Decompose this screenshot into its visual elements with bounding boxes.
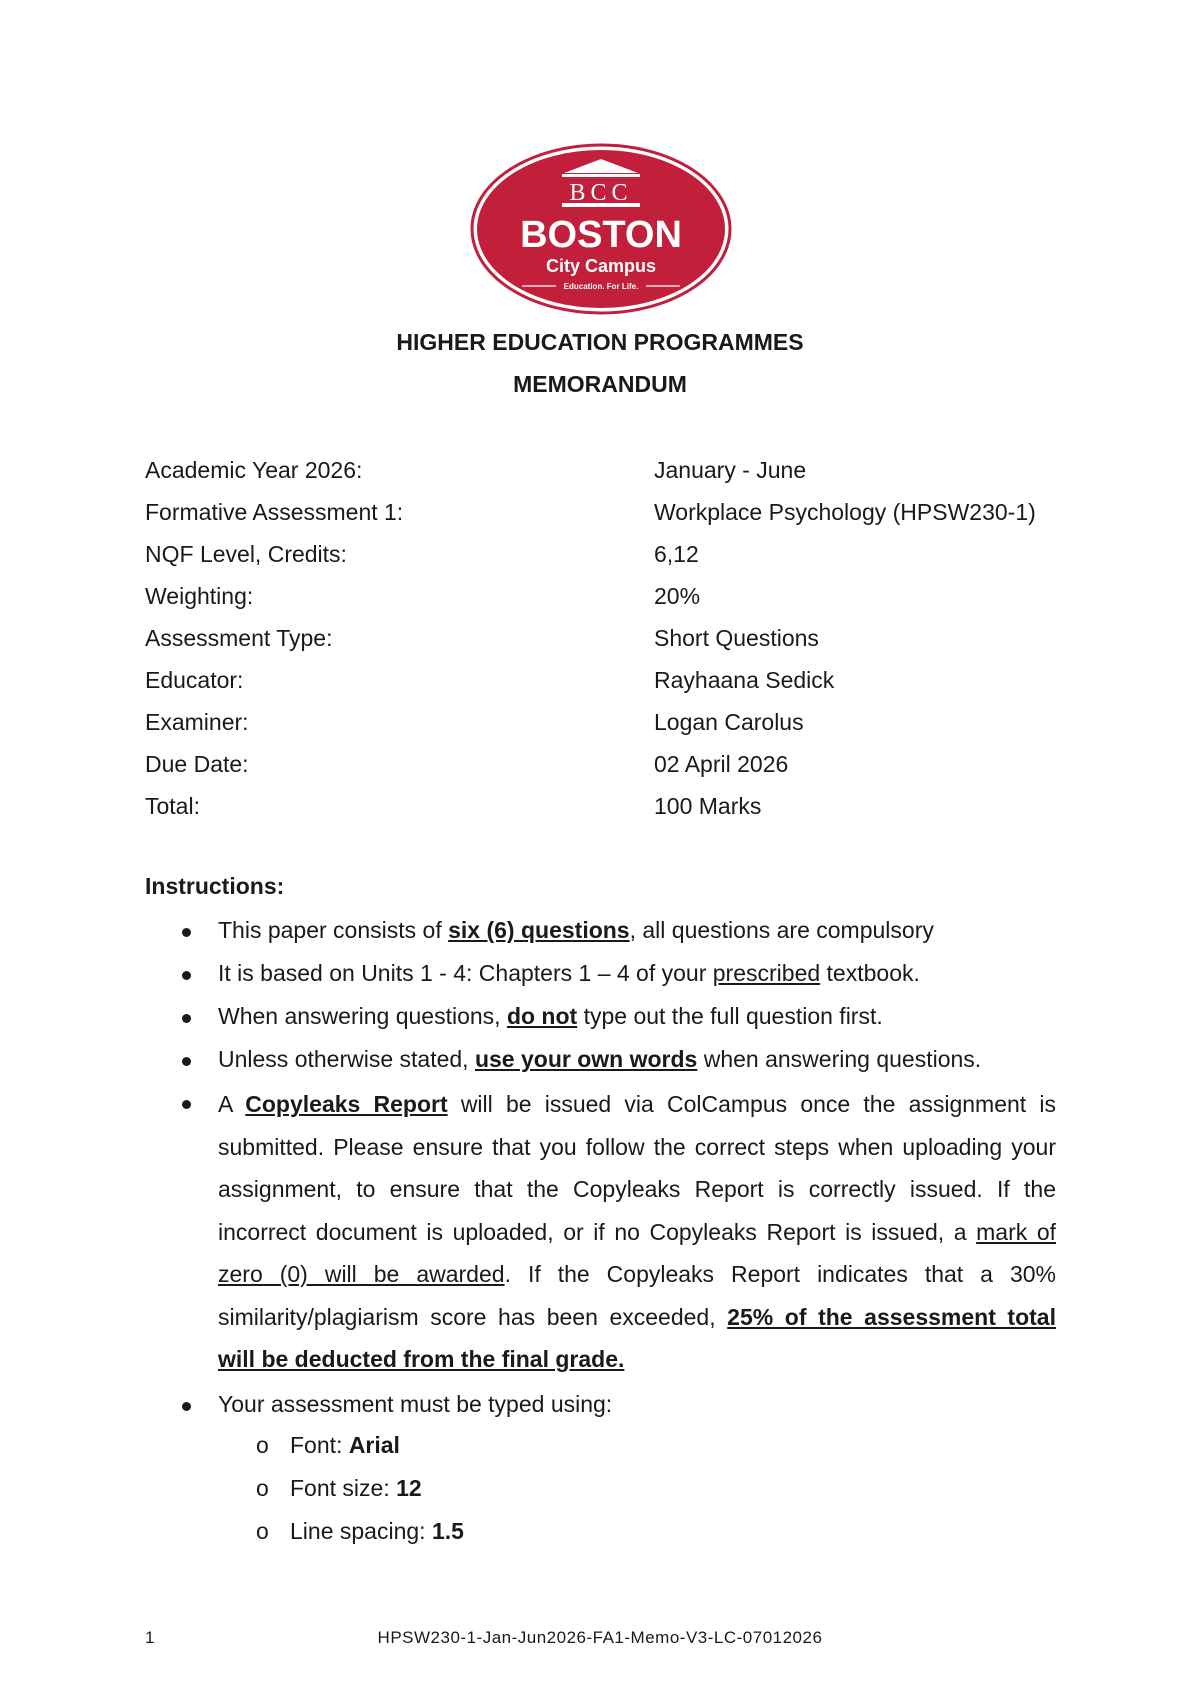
bullet-dot [182,971,191,980]
sub-bullet-marker: o [256,1475,269,1501]
bullet-dot [182,1100,191,1109]
emphasis-deduction: will be deducted from the final grade. [218,1346,625,1372]
logo-sub-text: City Campus [545,256,657,276]
info-label: Formative Assessment 1: [145,499,404,525]
info-label: Examiner: [145,709,249,735]
info-value: Short Questions [654,625,819,651]
format-line-spacing: o Line spacing: 1.5 [256,1518,464,1544]
info-value: Rayhaana Sedick [654,667,835,693]
emphasis-six-questions: six (6) questions [448,917,630,943]
info-value: 20% [654,583,701,609]
info-row-nqf-level [145,541,1065,571]
info-row-total [145,793,1065,823]
bullet-dot [182,1402,191,1411]
info-label: Educator: [145,667,244,693]
instruction-bullet-1: This paper consists of six (6) questions, all questions are compulsory [218,917,934,944]
info-row-due-date [145,751,1065,781]
logo-name-text: BOSTON [520,214,682,256]
logo-bcc-text: BCC [569,180,633,206]
boston-city-campus-logo [470,143,732,315]
format-font-size: o Font size: 12 [256,1475,422,1501]
info-label: Due Date: [145,751,249,777]
emphasis-prescribed: prescribed [712,960,821,986]
info-value: 100 Marks [654,793,762,819]
info-label: Assessment Type: [145,625,333,651]
emphasis-copyleaks-report: Copyleaks Report [245,1091,448,1117]
instruction-bullet-6: Your assessment must be typed using: [218,1391,612,1418]
info-row-educator [145,667,1065,697]
info-label: NQF Level, Credits: [145,541,347,567]
info-row-weighting [145,583,1065,613]
info-value: 6,12 [654,541,699,567]
instruction-bullet-2: It is based on Units 1 - 4: Chapters 1 – 4 of your prescribed textbook. [218,960,920,987]
emphasis-do-not: do not [506,1003,578,1029]
bullet-dot [182,1057,191,1066]
bullet-dot [182,928,191,937]
info-row-academic-year [145,457,1065,487]
instruction-bullet-3: When answering questions, do not type out the full question first. [218,1003,883,1030]
info-value: Workplace Psychology (HPSW230-1) [654,499,1036,525]
instruction-bullet-5: A Copyleaks Report will be issued via ColCampus once the assignment is submitted. Please ensure that you follow the correct steps when uploading your assignment, to ensure that the Copyleaks Report is correctly issued. If the incorrect document is uploaded, or if no Copyleaks Report is issued, a mark of zero (0) will be awarded. If the Copyleaks Report indicates that a 30% similarity/plagiarism score has been exceeded, 25% of the assessment total will be deducted from the final grade. [218,1089,1056,1387]
instruction-bullet-4: Unless otherwise stated, use your own words when answering questions. [218,1046,981,1073]
instructions-title: Instructions: [145,873,285,899]
info-value: January - June [654,457,807,483]
document-code: HPSW230-1-Jan-Jun2026-FA1-Memo-V3-LC-07012026 [377,1628,823,1647]
emphasis-own-words: use your own words [474,1046,698,1072]
info-row-examiner [145,709,1065,739]
memorandum-heading: MEMORANDUM [513,371,687,397]
format-font: o Font: Arial [256,1432,400,1458]
info-row-assessment-type [145,625,1065,655]
logo-tagline-text: Education. For Life. [563,282,639,291]
sub-bullet-marker: o [256,1518,269,1544]
sub-bullet-marker: o [256,1432,269,1458]
info-value: 02 April 2026 [654,751,789,777]
info-row-formative-assessment [145,499,1065,529]
info-label: Weighting: [145,583,254,609]
info-value: Logan Carolus [654,709,804,735]
bullet-dot [182,1014,191,1023]
info-label: Total: [145,793,200,819]
page-number: 1 [145,1628,155,1647]
info-label: Academic Year 2026: [145,457,363,483]
programme-heading: HIGHER EDUCATION PROGRAMMES [396,329,804,355]
